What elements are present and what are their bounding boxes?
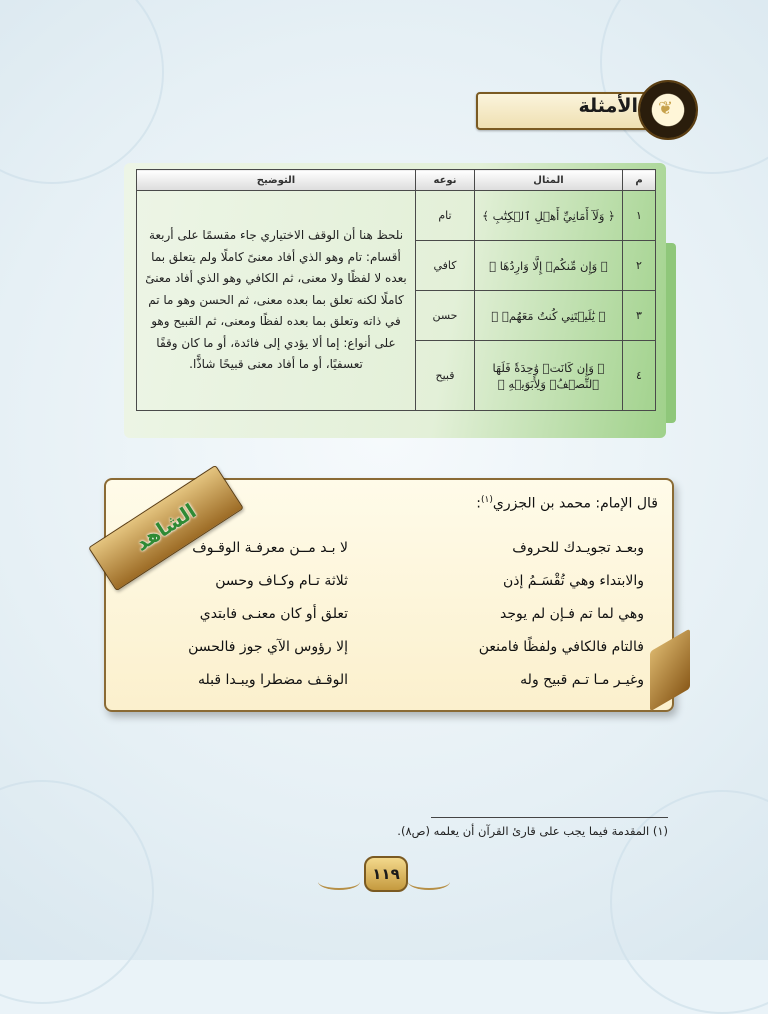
header-example: المثال — [475, 170, 623, 191]
examples-table — [136, 169, 656, 411]
table-row — [137, 191, 656, 241]
verse-right: وهي لما تم فـإن لم يوجد — [500, 606, 644, 622]
header-explanation: التوضيح — [137, 170, 416, 191]
poem-intro-text: قال الإمام: محمد بن الجزري — [492, 495, 658, 512]
header-type: نوعه — [416, 170, 475, 191]
poem-intro: قال الإمام: محمد بن الجزري$^{(١)}$: — [476, 495, 658, 512]
grape-emblem-icon: ❦ — [638, 80, 698, 140]
scroll-ornament-icon — [408, 874, 450, 890]
verse-right: والابتداء وهي تُقْسَـمُ إذن — [502, 573, 644, 589]
row-example: ﴿ وَلَآ أَمَانِيِّ أَهۡلِ ٱلۡكِتَٰبِ ﴾ — [475, 191, 623, 241]
verse-left: ثلاثة تـام وكـاف وحسن — [215, 573, 348, 589]
verse-left: تعلق أو كان معنـى فابتدي — [199, 606, 348, 622]
row-type: تام — [416, 191, 475, 241]
scroll-ornament-icon — [318, 874, 360, 890]
row-example: ﴿ وَإِن كَانَتۡ وَٰحِدَةٗ فَلَهَا ٱلنِّصۡفُۚ وَلِأَبَوَيۡهِ ﴾ — [475, 341, 623, 411]
footnote-divider — [431, 817, 668, 818]
row-example: ﴿ وَإِن مِّنكُمۡ إِلَّا وَارِدُهَا ﴾ — [475, 241, 623, 291]
verse-left: إلا رؤوس الآي جوز فالحسن — [188, 639, 348, 655]
row-num: ٣ — [623, 291, 656, 341]
verse-left: الوقـف مضطرا ويبـدا قبله — [197, 672, 348, 688]
verse-right: وغيـر مـا تـم قبيح وله — [520, 672, 644, 688]
page-number: ١١٩ — [364, 856, 408, 892]
row-num: ١ — [623, 191, 656, 241]
row-num: ٢ — [623, 241, 656, 291]
verse-left: لا بـد مــن معرفـة الوقـوف — [192, 540, 348, 556]
ribbon-label: الشاهد — [130, 498, 201, 556]
row-type: حسن — [416, 291, 475, 341]
section-title: الأمثلة — [578, 95, 638, 117]
row-num: ٤ — [623, 341, 656, 411]
verse-right: فالتام فالكافي ولفظًا فامنعن — [478, 639, 644, 655]
explanation-text: نلحظ هنا أن الوقف الاختياري جاء مقسمًا على أربعة أقسام: تام وهو الذي أفاد معنىً كاملًا ولم يتعلق بما بعده لا لفظًا ولا معنى، ثم الكافي وهو الذي أفاد معنىً كاملًا لكنه تعلق بما بعده معنى، ثم الحسن وهو ما تم في ذاته وتعلق بما بعده لفظًا ومعنى، ثم القبيح وهو على أنواع: إما ألا يؤدي إلى فائدة، أو ما كان وقفًا تعسفيًا، أو ما أفاد معنى قبيحًا شاذًّا. — [137, 191, 416, 411]
row-example: ﴿ يَٰلَيۡتَنِي كُنتُ مَعَهُمۡ ﴾ — [475, 291, 623, 341]
footnote-mark: (١) — [481, 495, 493, 505]
page-number-ornament — [318, 850, 450, 900]
row-type: كافي — [416, 241, 475, 291]
header-num: م — [623, 170, 656, 191]
footnote: (١) المقدمة فيما يجب على قارئ القرآن أن يعلمه (ص٨). — [397, 824, 668, 838]
verse-right: وبعـد تجويـدك للحروف — [512, 540, 644, 556]
section-header — [470, 80, 698, 138]
row-type: قبيح — [416, 341, 475, 411]
